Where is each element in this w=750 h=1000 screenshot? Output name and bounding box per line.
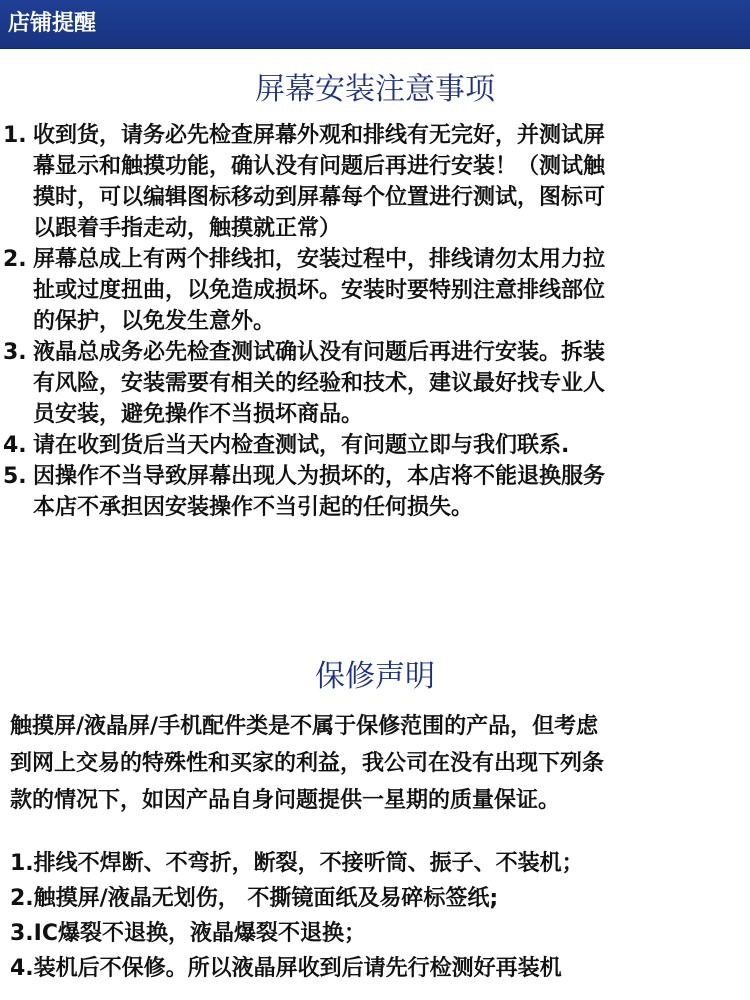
- installation-notice-title: 屏幕安装注意事项: [255, 72, 495, 107]
- notice-item-number: 2.: [3, 247, 27, 272]
- notice-item-line: 以跟着手指走动，触摸就正常）: [33, 216, 342, 241]
- warranty-condition-item: 2.触摸屏/液晶无划伤， 不撕镜面纸及易碎标签纸;: [10, 886, 499, 911]
- notice-item: [0, 430, 702, 461]
- notice-item-line: 本店不承担因安装操作不当引起的任何损失。: [33, 495, 474, 520]
- notice-item-line: 有风险，安装需要有相关的经验和技术，建议最好找专业人: [33, 371, 606, 396]
- notice-item-line: 摸时，可以编辑图标移动到屏幕每个位置进行测试，图标可: [33, 185, 606, 210]
- warranty-condition-item: 3.IC爆裂不退换，液晶爆裂不退换；: [10, 921, 366, 946]
- notice-item-line: 员安装，避免操作不当损坏商品。: [33, 402, 364, 427]
- notice-item-line: 屏幕总成上有两个排线扣，安装过程中，排线请勿太用力拉: [33, 247, 606, 272]
- notice-item: [0, 120, 702, 244]
- notice-item-line: 请在收到货后当天内检查测试，有问题立即与我们联系.: [33, 433, 570, 458]
- notice-item-line: 液晶总成务必先检查测试确认没有问题后再进行安装。拆装: [33, 340, 606, 365]
- warranty-conditions-list: [10, 846, 740, 986]
- warranty-title: 保修声明: [315, 659, 435, 694]
- notice-item: [0, 461, 702, 523]
- header-title: 店铺提醒: [8, 11, 97, 36]
- notice-item-number: 4.: [3, 433, 27, 458]
- header-bar: [0, 0, 750, 49]
- notice-item-number: 5.: [3, 464, 27, 489]
- warranty-intro-line: 触摸屏/液晶屏/手机配件类是不属于保修范围的产品，但考虑: [10, 714, 599, 739]
- warranty-condition-item: 1.排线不焊断、不弯折，断裂，不接听筒、振子、不装机；: [10, 851, 584, 876]
- warranty-condition-item: 4.装机后不保修。所以液晶屏收到后请先行检测好再装机: [10, 956, 562, 981]
- notice-item-line: 因操作不当导致屏幕出现人为损坏的，本店将不能退换服务: [33, 464, 606, 489]
- notice-item-line: 扯或过度扭曲，以免造成损坏。安装时要特别注意排线部位: [33, 278, 606, 303]
- notice-item-number: 1.: [3, 123, 27, 148]
- notice-item-line: 收到货，请务必先检查屏幕外观和排线有无完好，并测试屏: [33, 123, 606, 148]
- warranty-intro-line: 款的情况下，如因产品自身问题提供一星期的质量保证。: [10, 788, 561, 813]
- notice-item: [0, 244, 702, 337]
- notice-item-line: 幕显示和触摸功能，确认没有问题后再进行安装！（测试触: [33, 154, 606, 179]
- warranty-intro: [10, 708, 740, 819]
- notice-item-line: 的保护，以免发生意外。: [33, 309, 276, 334]
- notice-item: [0, 337, 702, 430]
- notice-item-number: 3.: [3, 340, 27, 365]
- warranty-intro-line: 到网上交易的特殊性和买家的利益，我公司在没有出现下列条: [10, 751, 605, 776]
- installation-notice-list: [0, 120, 750, 523]
